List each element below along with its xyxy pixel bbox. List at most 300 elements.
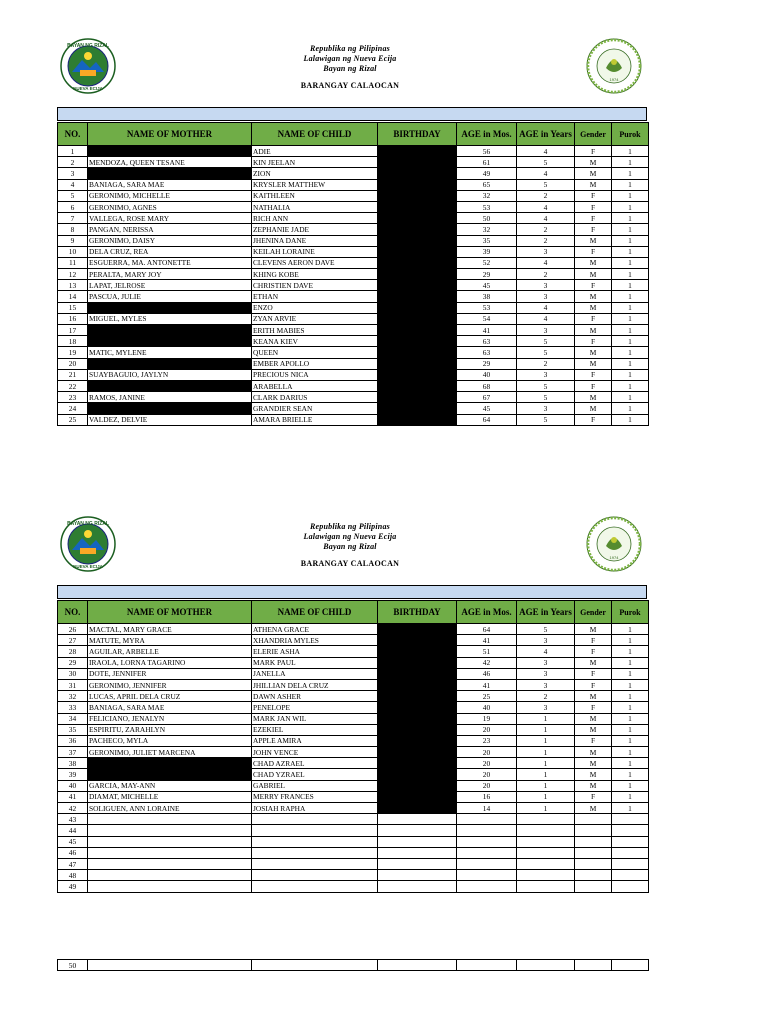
mother-name: BANIAGA, SARA MAE — [88, 702, 252, 713]
child-name: RICH ANN — [252, 213, 378, 224]
gender: F — [575, 146, 612, 157]
age-months: 53 — [457, 201, 517, 212]
document-header — [250, 44, 450, 91]
age-months: 53 — [457, 302, 517, 313]
gender — [575, 847, 612, 858]
age-months: 65 — [457, 179, 517, 190]
child-name: KIN JEELAN — [252, 157, 378, 168]
mother-name — [88, 814, 252, 825]
row-number: 26 — [58, 624, 88, 635]
mother-name-redacted — [88, 336, 252, 347]
row-number: 1 — [58, 146, 88, 157]
purok: 1 — [612, 414, 649, 425]
mother-name-redacted — [88, 146, 252, 157]
document-header — [250, 522, 450, 569]
mother-name: ESGUERRA, MA. ANTONETTE — [88, 257, 252, 268]
age-years: 3 — [517, 403, 575, 414]
row-number: 17 — [58, 325, 88, 336]
age-years: 1 — [517, 735, 575, 746]
gender — [575, 870, 612, 881]
mother-name — [88, 847, 252, 858]
age-months: 14 — [457, 803, 517, 814]
purok: 1 — [612, 157, 649, 168]
birthday-redacted — [378, 769, 457, 780]
roster-body-3 — [58, 960, 649, 971]
age-years: 1 — [517, 803, 575, 814]
child-name — [252, 847, 378, 858]
child-name: ENZO — [252, 302, 378, 313]
child-name: JHILLIAN DELA CRUZ — [252, 679, 378, 690]
age-years: 3 — [517, 668, 575, 679]
mother-name-redacted — [88, 769, 252, 780]
mother-name: LUCAS, APRIL DELA CRUZ — [88, 691, 252, 702]
gender: F — [575, 791, 612, 802]
purok: 1 — [612, 201, 649, 212]
age-months: 51 — [457, 646, 517, 657]
age-years: 4 — [517, 646, 575, 657]
mother-name: GERONIMO, MICHELLE — [88, 190, 252, 201]
mother-name: IRAOLA, LORNA TAGARINO — [88, 657, 252, 668]
row-number: 14 — [58, 291, 88, 302]
table-row — [58, 713, 649, 724]
child-name: CLEVENS AERON DAVE — [252, 257, 378, 268]
table-header-row — [58, 601, 649, 624]
age-months — [457, 836, 517, 847]
age-months: 64 — [457, 414, 517, 425]
age-years: 3 — [517, 291, 575, 302]
row-number: 39 — [58, 769, 88, 780]
birthday-redacted — [378, 157, 457, 168]
row-number: 9 — [58, 235, 88, 246]
purok: 1 — [612, 780, 649, 791]
row-number: 30 — [58, 668, 88, 679]
birthday-redacted — [378, 235, 457, 246]
child-name: CHAD AZRAEL — [252, 758, 378, 769]
purok: 1 — [612, 291, 649, 302]
table-row — [58, 224, 649, 235]
table-row — [58, 668, 649, 679]
purok: 1 — [612, 392, 649, 403]
mother-name: VALDEZ, DELVIE — [88, 414, 252, 425]
purok: 1 — [612, 347, 649, 358]
age-months: 41 — [457, 679, 517, 690]
age-years: 3 — [517, 635, 575, 646]
gender: M — [575, 358, 612, 369]
child-name: ERITH MABIES — [252, 325, 378, 336]
mother-name — [88, 858, 252, 869]
gender: M — [575, 291, 612, 302]
age-months — [457, 881, 517, 892]
child-name — [252, 870, 378, 881]
age-years: 5 — [517, 157, 575, 168]
birthday-redacted — [378, 803, 457, 814]
age-years: 2 — [517, 269, 575, 280]
child-name: NATHALIA — [252, 201, 378, 212]
gender — [575, 814, 612, 825]
birthday-redacted — [378, 735, 457, 746]
mother-name: MACTAL, MARY GRACE — [88, 624, 252, 635]
table-row — [58, 358, 649, 369]
mother-name-redacted — [88, 758, 252, 769]
row-number: 47 — [58, 858, 88, 869]
purok: 1 — [612, 358, 649, 369]
gender: F — [575, 313, 612, 324]
age-months: 35 — [457, 235, 517, 246]
gender — [575, 825, 612, 836]
table-row — [58, 369, 649, 380]
age-months: 23 — [457, 735, 517, 746]
purok: 1 — [612, 213, 649, 224]
age-years — [517, 847, 575, 858]
purok: 1 — [612, 325, 649, 336]
birthday-redacted — [378, 280, 457, 291]
gender: F — [575, 190, 612, 201]
row-number: 40 — [58, 780, 88, 791]
gender: M — [575, 758, 612, 769]
age-months: 20 — [457, 747, 517, 758]
birthday-redacted — [378, 325, 457, 336]
gender: F — [575, 224, 612, 235]
purok: 1 — [612, 179, 649, 190]
birthday-redacted — [378, 635, 457, 646]
purok: 1 — [612, 702, 649, 713]
table-row — [58, 146, 649, 157]
mother-name: GERONIMO, JENNIFER — [88, 679, 252, 690]
header-barangay: BARANGAY CALAOCAN — [300, 81, 400, 90]
age-months: 40 — [457, 369, 517, 380]
row-number: 10 — [58, 246, 88, 257]
age-months — [457, 847, 517, 858]
mother-name: MIGUEL, MYLES — [88, 313, 252, 324]
gender: M — [575, 713, 612, 724]
mother-name: SOLIGUEN, ANN LORAINE — [88, 803, 252, 814]
table-header-row — [58, 123, 649, 146]
child-name: ZYAN ARVIE — [252, 313, 378, 324]
child-name: ZION — [252, 168, 378, 179]
child-name — [252, 960, 378, 971]
birthday-redacted — [378, 791, 457, 802]
table-row — [58, 780, 649, 791]
gender: F — [575, 735, 612, 746]
svg-text:BAYAN NG RIZAL: BAYAN NG RIZAL — [67, 43, 109, 49]
row-number: 29 — [58, 657, 88, 668]
birthday-redacted — [378, 246, 457, 257]
child-name: KEANA KIEV — [252, 336, 378, 347]
gender — [575, 836, 612, 847]
purok: 1 — [612, 657, 649, 668]
age-years: 5 — [517, 347, 575, 358]
purok: 1 — [612, 190, 649, 201]
row-number: 24 — [58, 403, 88, 414]
purok: 1 — [612, 624, 649, 635]
row-number: 31 — [58, 679, 88, 690]
age-years — [517, 814, 575, 825]
table-row — [58, 960, 649, 971]
row-number: 20 — [58, 358, 88, 369]
row-number: 19 — [58, 347, 88, 358]
svg-text:1974: 1974 — [609, 77, 619, 82]
age-months: 32 — [457, 224, 517, 235]
mother-name — [88, 960, 252, 971]
row-number: 21 — [58, 369, 88, 380]
row-number: 16 — [58, 313, 88, 324]
child-name: ADIE — [252, 146, 378, 157]
table-row — [58, 403, 649, 414]
table-row — [58, 679, 649, 690]
age-months — [457, 825, 517, 836]
purok: 1 — [612, 646, 649, 657]
header-municipality: Bayan ng Rizal — [323, 542, 377, 551]
birthday-redacted — [378, 780, 457, 791]
col-header-child: NAME OF CHILD — [252, 123, 378, 146]
gender: M — [575, 168, 612, 179]
table-row — [58, 269, 649, 280]
svg-text:BAYAN NG RIZAL: BAYAN NG RIZAL — [67, 521, 109, 527]
child-name: GRANDIER SEAN — [252, 403, 378, 414]
child-name: KRYSLER MATTHEW — [252, 179, 378, 190]
mother-name: PASCUA, JULIE — [88, 291, 252, 302]
table-row — [58, 803, 649, 814]
age-months: 49 — [457, 168, 517, 179]
age-months: 45 — [457, 280, 517, 291]
header-province: Lalawigan ng Nueva Ecija — [303, 532, 397, 541]
header-republic: Republika ng Pilipinas — [310, 44, 390, 53]
purok — [612, 881, 649, 892]
row-number: 42 — [58, 803, 88, 814]
gender: M — [575, 724, 612, 735]
table-row — [58, 235, 649, 246]
birthday-redacted — [378, 269, 457, 280]
gender — [575, 881, 612, 892]
row-number: 13 — [58, 280, 88, 291]
age-months: 68 — [457, 380, 517, 391]
col-header-birthday: BIRTHDAY — [378, 601, 457, 624]
row-number: 4 — [58, 179, 88, 190]
gender: M — [575, 325, 612, 336]
col-header-purok: Purok — [612, 123, 649, 146]
gender: M — [575, 624, 612, 635]
age-months: 25 — [457, 691, 517, 702]
table-row — [58, 881, 649, 892]
table-row — [58, 414, 649, 425]
table-row — [58, 347, 649, 358]
gender: M — [575, 157, 612, 168]
age-months: 29 — [457, 358, 517, 369]
row-number: 49 — [58, 881, 88, 892]
row-number: 38 — [58, 758, 88, 769]
mother-name: MENDOZA, QUEEN TESANE — [88, 157, 252, 168]
purok: 1 — [612, 380, 649, 391]
age-years — [517, 836, 575, 847]
purok: 1 — [612, 791, 649, 802]
mother-name-redacted — [88, 325, 252, 336]
age-months: 63 — [457, 336, 517, 347]
gender: M — [575, 747, 612, 758]
purok: 1 — [612, 635, 649, 646]
child-name: ZEPHANIE JADE — [252, 224, 378, 235]
birthday-redacted — [378, 747, 457, 758]
mother-name: GERONIMO, DAISY — [88, 235, 252, 246]
gender: M — [575, 269, 612, 280]
mother-name: PACHECO, MYLA — [88, 735, 252, 746]
child-name: QUEEN — [252, 347, 378, 358]
age-years: 3 — [517, 702, 575, 713]
mother-name: BANIAGA, SARA MAE — [88, 179, 252, 190]
purok: 1 — [612, 369, 649, 380]
age-years: 3 — [517, 280, 575, 291]
birthday-redacted — [378, 224, 457, 235]
gender: M — [575, 803, 612, 814]
age-years: 2 — [517, 224, 575, 235]
child-name: EZEKIEL — [252, 724, 378, 735]
mother-name — [88, 836, 252, 847]
row-number: 45 — [58, 836, 88, 847]
mother-name: VALLEGA, ROSE MARY — [88, 213, 252, 224]
child-name: AMARA BRIELLE — [252, 414, 378, 425]
gender — [575, 858, 612, 869]
age-years: 5 — [517, 624, 575, 635]
age-months: 63 — [457, 347, 517, 358]
age-years: 3 — [517, 369, 575, 380]
col-header-birthday: BIRTHDAY — [378, 123, 457, 146]
col-header-purok: Purok — [612, 601, 649, 624]
birthday-redacted — [378, 679, 457, 690]
col-header-age-mos: AGE in Mos. — [457, 123, 517, 146]
birthday-cell — [378, 870, 457, 881]
table-row — [58, 724, 649, 735]
child-name: EMBER APOLLO — [252, 358, 378, 369]
child-name — [252, 825, 378, 836]
child-name — [252, 836, 378, 847]
birthday-cell — [378, 858, 457, 869]
age-years: 2 — [517, 235, 575, 246]
row-number: 22 — [58, 380, 88, 391]
age-years: 1 — [517, 791, 575, 802]
age-months: 64 — [457, 624, 517, 635]
table-row — [58, 380, 649, 391]
row-number: 18 — [58, 336, 88, 347]
table-row — [58, 336, 649, 347]
purok — [612, 847, 649, 858]
age-months: 46 — [457, 668, 517, 679]
table-row — [58, 657, 649, 668]
gender: M — [575, 257, 612, 268]
age-months: 42 — [457, 657, 517, 668]
child-name — [252, 814, 378, 825]
col-header-age-yrs: AGE in Years — [517, 601, 575, 624]
children-roster-table — [57, 122, 649, 426]
child-name: XHANDRIA MYLES — [252, 635, 378, 646]
age-months: 20 — [457, 769, 517, 780]
mother-name: RAMOS, JANINE — [88, 392, 252, 403]
gender: F — [575, 635, 612, 646]
header-municipality: Bayan ng Rizal — [323, 64, 377, 73]
birthday-redacted — [378, 213, 457, 224]
age-months: 29 — [457, 269, 517, 280]
row-number: 41 — [58, 791, 88, 802]
age-months: 39 — [457, 246, 517, 257]
purok: 1 — [612, 302, 649, 313]
row-number: 23 — [58, 392, 88, 403]
table-row — [58, 157, 649, 168]
age-years: 5 — [517, 336, 575, 347]
purok: 1 — [612, 747, 649, 758]
age-months: 54 — [457, 313, 517, 324]
birthday-redacted — [378, 369, 457, 380]
col-header-no: NO. — [58, 601, 88, 624]
mother-name: PANGAN, NERISSA — [88, 224, 252, 235]
gender: F — [575, 668, 612, 679]
row-number: 44 — [58, 825, 88, 836]
purok: 1 — [612, 691, 649, 702]
table-row — [58, 168, 649, 179]
age-years: 1 — [517, 769, 575, 780]
row-number: 43 — [58, 814, 88, 825]
gender: M — [575, 657, 612, 668]
birthday-redacted — [378, 179, 457, 190]
age-months: 56 — [457, 146, 517, 157]
age-years: 5 — [517, 414, 575, 425]
svg-text:NUEVA ECIJA: NUEVA ECIJA — [73, 86, 103, 91]
gender: F — [575, 679, 612, 690]
birthday-redacted — [378, 724, 457, 735]
mother-name: MATIC, MYLENE — [88, 347, 252, 358]
purok: 1 — [612, 257, 649, 268]
mother-name-redacted — [88, 302, 252, 313]
row-number: 36 — [58, 735, 88, 746]
age-years: 4 — [517, 313, 575, 324]
age-years: 1 — [517, 724, 575, 735]
birthday-redacted — [378, 358, 457, 369]
age-years: 1 — [517, 713, 575, 724]
table-row — [58, 814, 649, 825]
gender: F — [575, 336, 612, 347]
child-name: MARK JAN WIL — [252, 713, 378, 724]
child-name: MARK PAUL — [252, 657, 378, 668]
gender: F — [575, 213, 612, 224]
table-row — [58, 769, 649, 780]
age-months: 45 — [457, 403, 517, 414]
header-province: Lalawigan ng Nueva Ecija — [303, 54, 397, 63]
age-years: 4 — [517, 146, 575, 157]
national-nutrition-council-seal-icon — [586, 516, 642, 572]
purok: 1 — [612, 668, 649, 679]
table-row — [58, 747, 649, 758]
purok — [612, 960, 649, 971]
birthday-redacted — [378, 336, 457, 347]
svg-text:NUEVA ECIJA: NUEVA ECIJA — [73, 564, 103, 569]
table-row — [58, 246, 649, 257]
mother-name: DELA CRUZ, REA — [88, 246, 252, 257]
table-row — [58, 702, 649, 713]
row-number: 35 — [58, 724, 88, 735]
purok: 1 — [612, 269, 649, 280]
age-years: 5 — [517, 179, 575, 190]
header-republic: Republika ng Pilipinas — [310, 522, 390, 531]
child-name: KHING KOBE — [252, 269, 378, 280]
purok: 1 — [612, 246, 649, 257]
table-row — [58, 825, 649, 836]
age-years: 3 — [517, 325, 575, 336]
age-months: 20 — [457, 724, 517, 735]
child-name — [252, 858, 378, 869]
age-years: 3 — [517, 679, 575, 690]
birthday-cell — [378, 836, 457, 847]
col-header-mother: NAME OF MOTHER — [88, 123, 252, 146]
child-name: DAWN ASHER — [252, 691, 378, 702]
purok: 1 — [612, 313, 649, 324]
row-number: 50 — [58, 960, 88, 971]
